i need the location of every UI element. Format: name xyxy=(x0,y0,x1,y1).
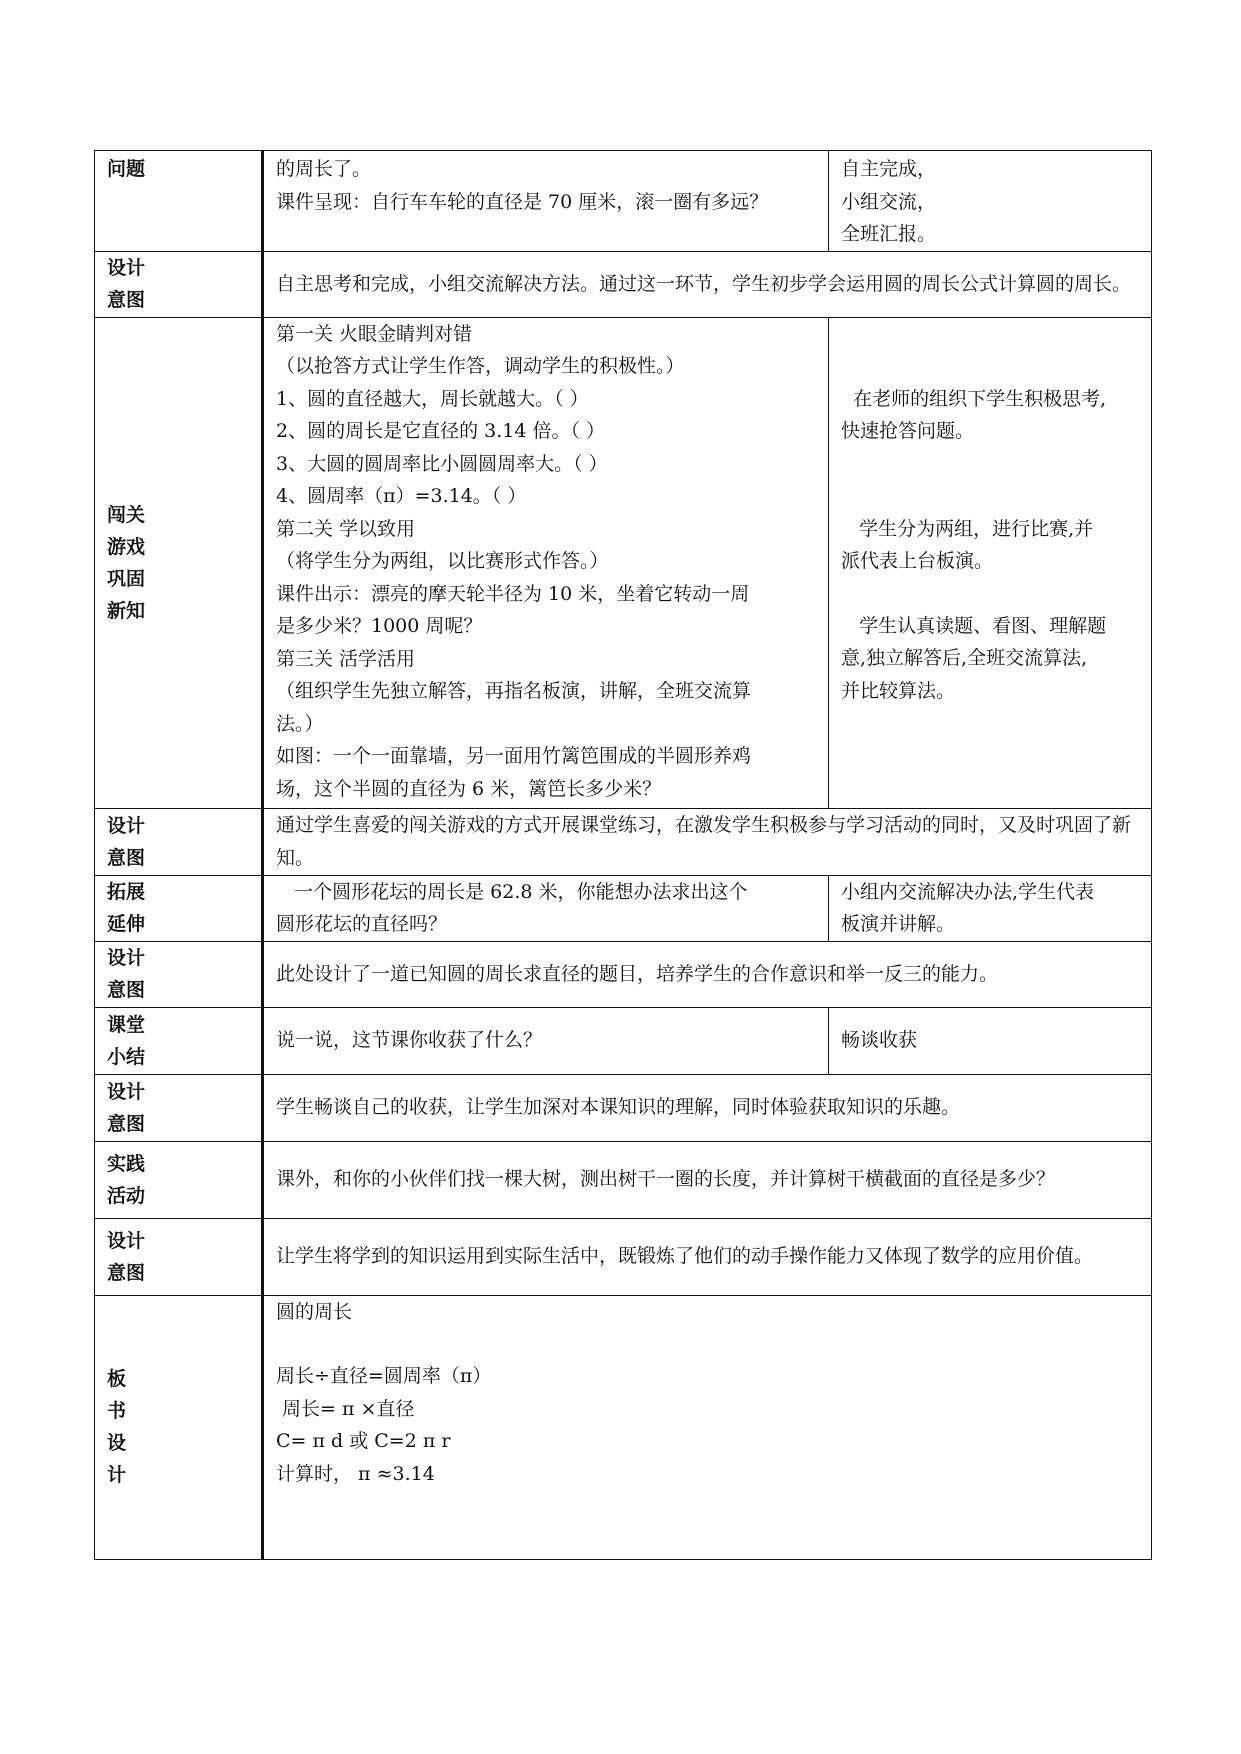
row-label-design-intent xyxy=(95,251,263,317)
board-title: 圆的周长 xyxy=(276,1300,353,1323)
text-line: 2、圆的周长是它直径的 3.14 倍。（ ） xyxy=(276,420,606,442)
practice-text: 课外，和你的小伙伴们找一棵大树，测出树干一圈的长度，并计算树干横截面的直径是多少？ xyxy=(263,1141,1152,1218)
text-line: 小组交流， xyxy=(841,190,937,213)
row-label-practice xyxy=(95,1141,263,1218)
text-line: 板演并讲解。 xyxy=(841,913,956,935)
design-intent-text: 通过学生喜爱的闯关游戏的方式开展课堂练习，在激发学生积极参与学习活动的同时，又及时巩固了新知。 xyxy=(263,808,1152,875)
row-practice xyxy=(95,1141,1152,1218)
extension-content xyxy=(263,875,829,941)
label-line: 实践 xyxy=(107,1152,146,1175)
text-line: 一个圆形花坛的周长是 62.8 米，你能想办法求出这个 xyxy=(276,880,748,903)
text-line: 是多少米？1000 周呢？ xyxy=(276,615,483,637)
label-line: 设计 xyxy=(107,257,146,279)
row-design-intent-5 xyxy=(95,1218,1152,1295)
summary-activity: 畅谈收获 xyxy=(829,1007,1152,1074)
text-line: 第一关 火眼金睛判对错 xyxy=(276,322,473,345)
row-label-extension xyxy=(95,875,263,941)
row-label-design-intent xyxy=(95,1074,263,1141)
text-line: 1、圆的直径越大，周长就越大。（ ） xyxy=(276,387,589,410)
text-line: 全班汇报。 xyxy=(841,223,937,245)
text-line: 4、圆周率（π）=3.14。（ ） xyxy=(276,485,527,507)
row-label-problem xyxy=(95,151,263,252)
text-line: 学生认真读题、看图、理解题 xyxy=(841,614,1107,637)
level-game-activity xyxy=(829,317,1152,808)
label-line: 设 xyxy=(107,1432,127,1454)
row-label-design-intent xyxy=(95,808,263,875)
row-design-intent-4 xyxy=(95,1074,1152,1141)
label-line: 设计 xyxy=(107,1229,146,1252)
text-line: 学生分为两组，进行比赛,并 xyxy=(841,517,1094,540)
text-line: 并比较算法。 xyxy=(841,679,956,702)
design-intent-text: 此处设计了一道已知圆的周长求直径的题目，培养学生的合作意识和举一反三的能力。 xyxy=(263,941,1152,1007)
label-line: 设计 xyxy=(107,947,146,969)
formula-line: 计算时， π ≈3.14 xyxy=(276,1462,435,1485)
formula-line: 周长= π ×直径 xyxy=(276,1397,415,1420)
label-line: 游戏 xyxy=(107,535,146,558)
label-line: 设计 xyxy=(107,814,146,837)
row-label-summary xyxy=(95,1007,263,1074)
label-line: 书 xyxy=(107,1400,127,1422)
text-line: 的周长了。 xyxy=(276,158,372,180)
label-line: 闯关 xyxy=(107,503,146,526)
label-line: 设计 xyxy=(107,1080,146,1103)
text-line: 课件呈现：自行车车轮的直径是 70 厘米，滚一圈有多远？ xyxy=(276,190,769,213)
row-design-intent-3 xyxy=(95,941,1152,1007)
label-line: 计 xyxy=(107,1464,127,1486)
label-line: 巩固 xyxy=(107,567,146,590)
text-line: 圆形花坛的直径吗？ xyxy=(276,913,448,935)
board-design-content xyxy=(263,1295,1152,1559)
row-board-design xyxy=(95,1295,1152,1559)
text-line: 在老师的组织下学生积极思考, xyxy=(841,387,1107,410)
label-line: 意图 xyxy=(107,846,146,869)
row-label-design-intent xyxy=(95,1218,263,1295)
problem-activity xyxy=(829,151,1152,252)
label-line: 意图 xyxy=(107,1261,146,1284)
text-line: 3、大圆的圆周率比小圆圆周率大。（ ） xyxy=(276,452,608,475)
text-line: 快速抢答问题。 xyxy=(841,420,975,442)
text-line: 小组内交流解决办法,学生代表 xyxy=(841,880,1095,903)
row-design-intent-1 xyxy=(95,251,1152,317)
row-label-design-intent xyxy=(95,941,263,1007)
text-line: 场，这个半圆的直径为 6 米，篱笆长多少米？ xyxy=(276,777,662,800)
lesson-plan-table xyxy=(94,150,1152,1560)
row-level-game xyxy=(95,317,1152,808)
text-line: （以抢答方式让学生作答，调动学生的积极性。） xyxy=(276,355,685,377)
label-line: 新知 xyxy=(107,599,146,622)
label-line: 意图 xyxy=(107,1112,146,1135)
text-line: 派代表上台板演。 xyxy=(841,550,994,572)
text-line: （组织学生先独立解答，再指名板演，讲解，全班交流算 xyxy=(276,680,752,702)
problem-content xyxy=(263,151,829,252)
label-line: 小结 xyxy=(107,1045,146,1068)
design-intent-text: 学生畅谈自己的收获，让学生加深对本课知识的理解，同时体验获取知识的乐趣。 xyxy=(263,1074,1152,1141)
label-line: 活动 xyxy=(107,1184,146,1207)
row-label-board-design xyxy=(95,1295,263,1559)
formula-line: 周长÷直径=圆周率（π） xyxy=(276,1365,492,1387)
text-line: 课件出示：漂亮的摩天轮半径为 10 米，坐着它转动一周 xyxy=(276,582,750,605)
text-line: 法。） xyxy=(276,712,324,735)
label-line: 板 xyxy=(107,1368,127,1390)
label-line: 意图 xyxy=(107,289,146,311)
row-design-intent-2 xyxy=(95,808,1152,875)
row-problem xyxy=(95,151,1152,252)
row-label-level-game xyxy=(95,317,263,808)
design-intent-text: 让学生将学到的知识运用到实际生活中，既锻炼了他们的动手操作能力又体现了数学的应用价值。 xyxy=(263,1218,1152,1295)
text-line: 自主完成， xyxy=(841,158,937,180)
text-line: 第二关 学以致用 xyxy=(276,517,416,540)
formula-line: C= π d 或 C=2 π r xyxy=(276,1430,451,1452)
text-line: （将学生分为两组，以比赛形式作答。） xyxy=(276,550,609,572)
summary-question: 说一说，这节课你收获了什么？ xyxy=(263,1007,829,1074)
row-extension xyxy=(95,875,1152,941)
label-line: 课堂 xyxy=(107,1013,146,1036)
label-line: 意图 xyxy=(107,979,146,1001)
row-summary xyxy=(95,1007,1152,1074)
text-line: 第三关 活学活用 xyxy=(276,647,416,670)
extension-activity xyxy=(829,875,1152,941)
label-line: 问题 xyxy=(107,158,146,180)
text-line: 如图：一个一面靠墙，另一面用竹篱笆围成的半圆形养鸡 xyxy=(276,745,752,767)
level-game-content xyxy=(263,317,829,808)
text-line: 意,独立解答后,全班交流算法, xyxy=(841,647,1088,669)
label-line: 延伸 xyxy=(107,913,146,935)
label-line: 拓展 xyxy=(107,881,146,903)
design-intent-text: 自主思考和完成，小组交流解决方法。通过这一环节，学生初步学会运用圆的周长公式计算圆的周长。 xyxy=(263,251,1152,317)
